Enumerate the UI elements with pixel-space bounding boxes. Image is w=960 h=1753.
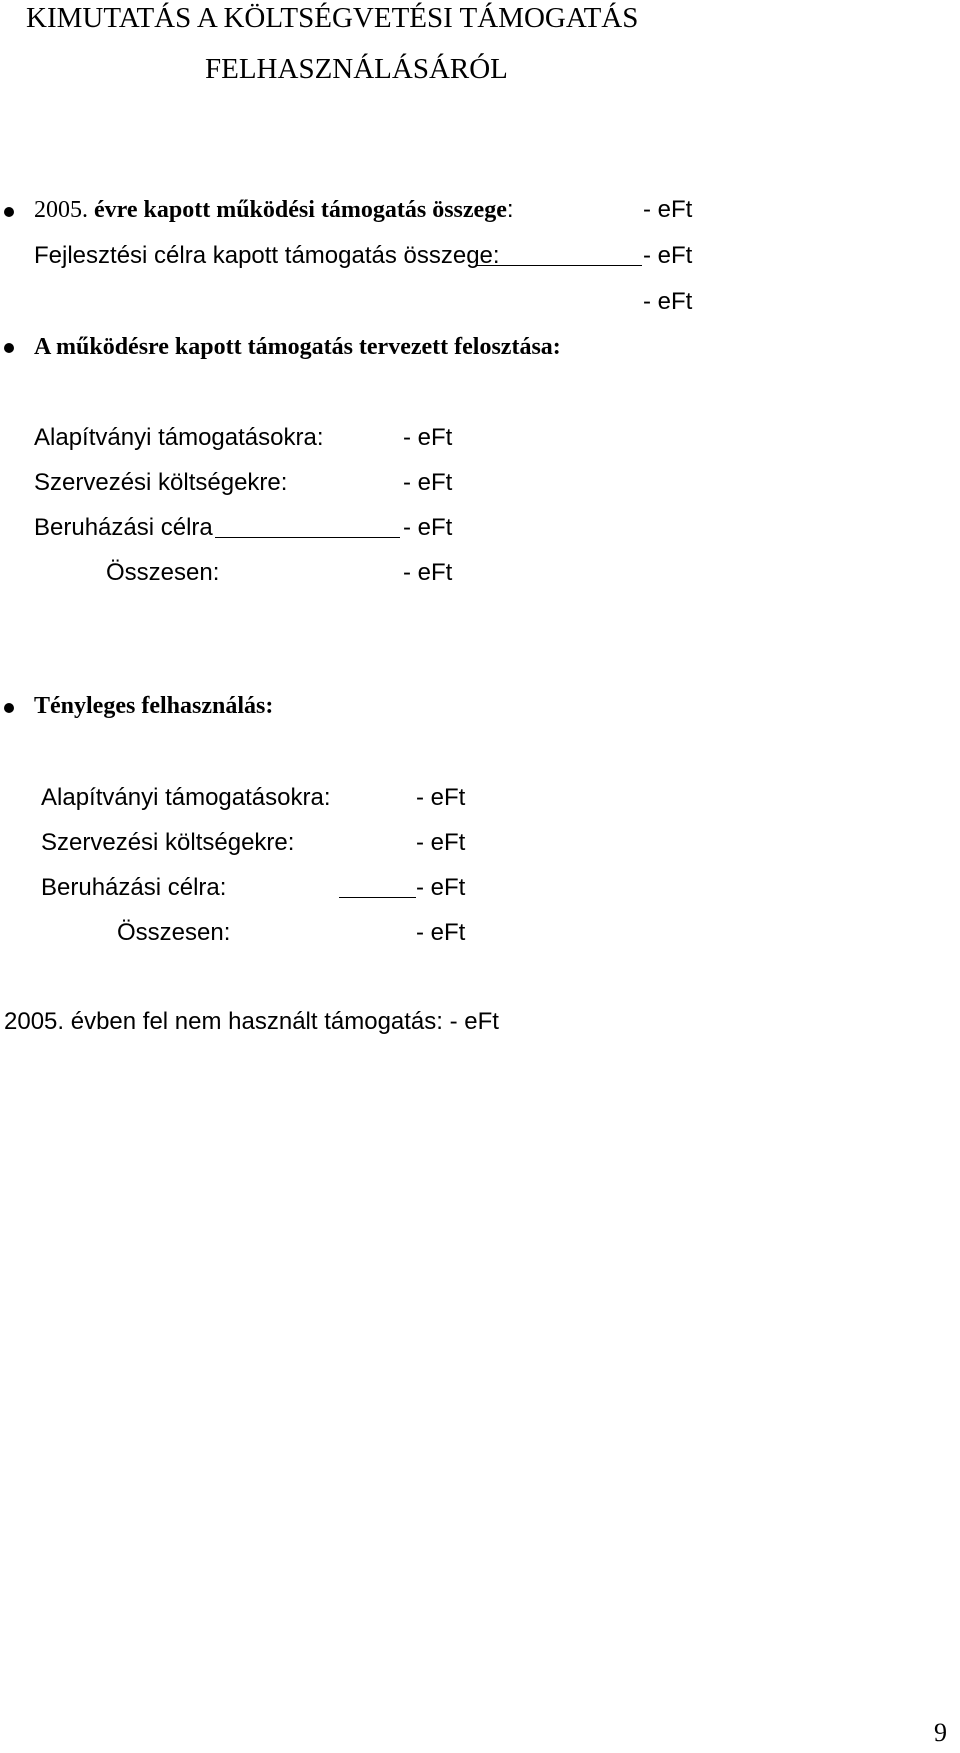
actual-investment-value: - eFt [416,874,466,901]
actual-total-label: Összesen: [117,919,231,946]
planned-organizing-value: - eFt [403,469,453,496]
document-title-line2: FELHASZNÁLÁSÁRÓL [205,53,508,85]
page-number: 9 [934,1718,947,1747]
development-grant-value: - eFt [643,242,693,269]
document-title-line1: KIMUTATÁS A KÖLTSÉGVETÉSI TÁMOGATÁS [26,2,639,34]
operating-grant-colon: : [506,196,514,223]
grant-total-value: - eFt [643,288,693,315]
planned-total-value: - eFt [403,559,453,586]
actual-foundation-value: - eFt [416,784,466,811]
operating-grant-label: évre kapott működési támogatás összege [94,197,507,223]
actual-usage-heading: Tényleges felhasználás: [34,693,274,719]
bullet-icon [4,207,14,217]
underline-rule [476,265,642,266]
development-grant-label: Fejlesztési célra kapott támogatás összege: [34,242,500,269]
actual-investment-label: Beruházási célra: [41,874,227,901]
planned-total-label: Összesen: [106,559,220,586]
unused-grant-line: 2005. évben fel nem használt támogatás: - eFt [4,1008,499,1035]
actual-foundation-label: Alapítványi támogatásokra: [41,784,331,811]
planned-foundation-value: - eFt [403,424,453,451]
planned-investment-label: Beruházási célra [34,514,213,541]
underline-rule [339,897,416,898]
planned-investment-value: - eFt [403,514,453,541]
actual-organizing-label: Szervezési költségekre: [41,829,295,856]
underline-rule [215,537,400,538]
operating-grant-row [34,198,514,222]
actual-total-value: - eFt [416,919,466,946]
planned-organizing-label: Szervezési költségekre: [34,469,288,496]
operating-grant-value: - eFt [643,196,693,223]
bullet-icon [4,343,14,353]
planned-foundation-label: Alapítványi támogatásokra: [34,424,324,451]
operating-grant-year: 2005. [34,197,88,223]
planned-allocation-heading: A működésre kapott támogatás tervezett felosztása: [34,334,561,360]
actual-organizing-value: - eFt [416,829,466,856]
bullet-icon [4,703,14,713]
